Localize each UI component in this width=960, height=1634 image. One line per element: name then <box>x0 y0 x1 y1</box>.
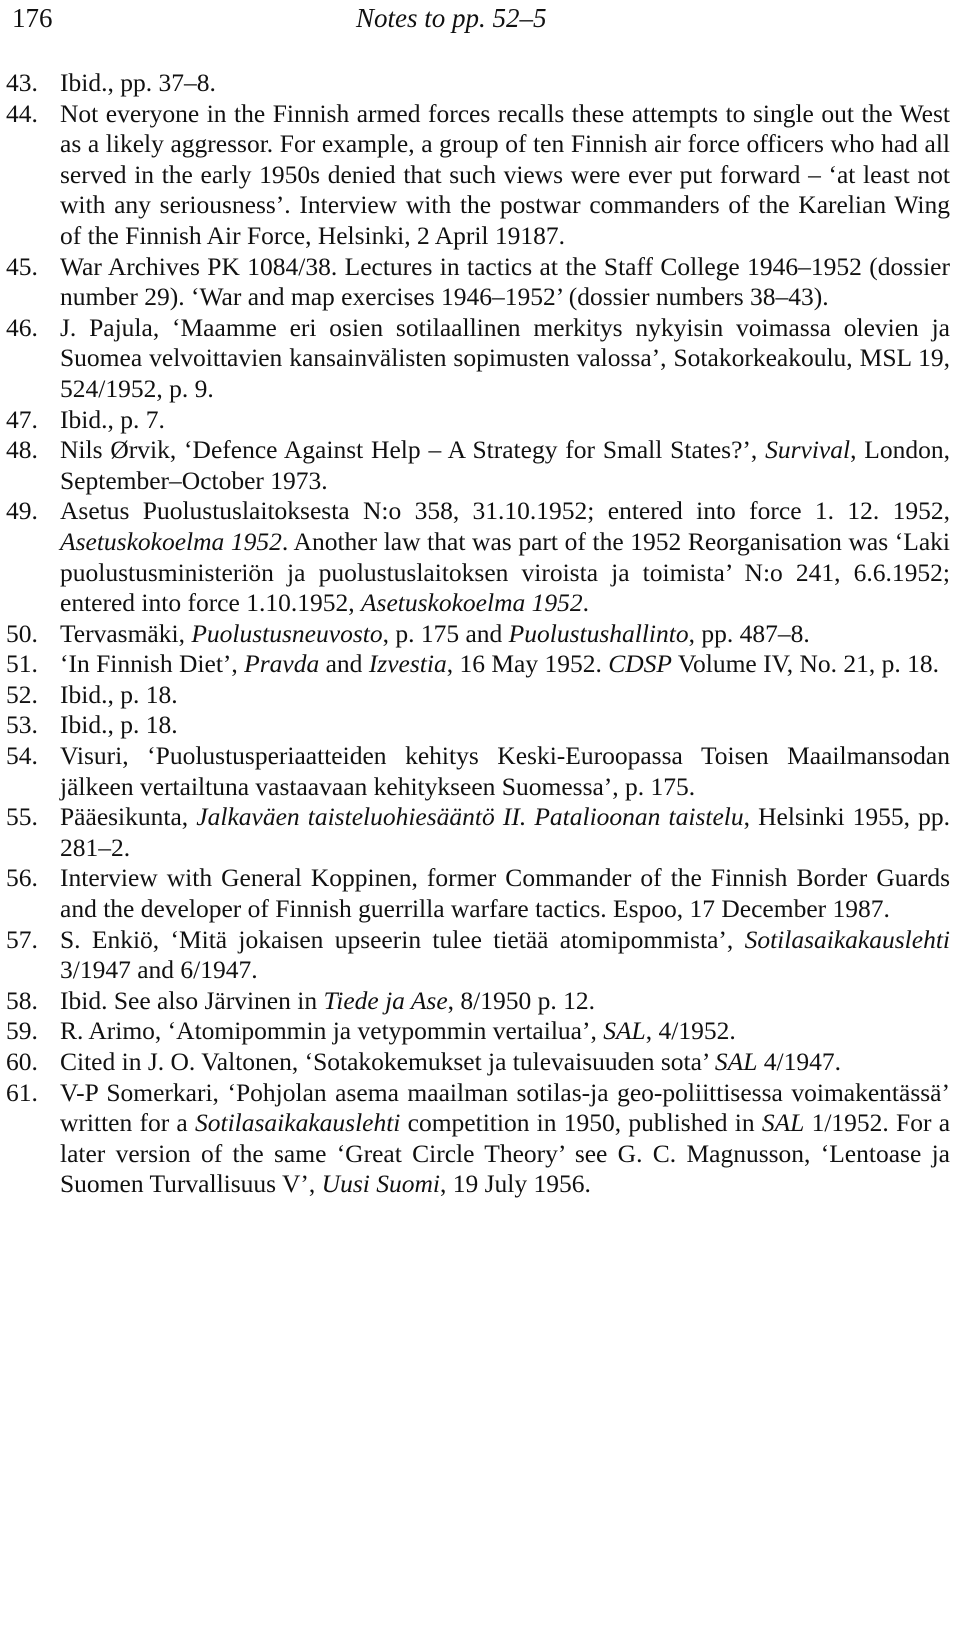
note-text <box>60 863 950 923</box>
note-text <box>60 619 810 648</box>
italic-title: Tiede ja Ase <box>323 985 448 1015</box>
italic-title: Puolustusneuvosto <box>191 618 383 648</box>
italic-title: SAL <box>603 1016 646 1046</box>
note-text <box>60 313 950 403</box>
note-text <box>60 68 216 97</box>
text-run: Ibid., pp. 37–8. <box>60 68 216 97</box>
text-run: , 8/1950 p. 12. <box>447 985 595 1015</box>
note-item <box>6 1016 950 1047</box>
note-number: 53. <box>6 710 38 740</box>
note-text <box>60 435 950 495</box>
note-item <box>6 405 950 436</box>
note-item <box>6 68 950 99</box>
note-text <box>60 680 178 709</box>
text-run: 3/1947 and 6/1947. <box>60 955 258 985</box>
italic-title: SAL <box>761 1108 805 1138</box>
text-run: ‘In Finnish Diet’, <box>60 649 245 679</box>
text-run: Ibid. See also Järvinen in <box>60 985 324 1015</box>
text-run: 4/1947. <box>757 1047 841 1076</box>
note-item <box>6 1078 950 1200</box>
italic-title: Survival <box>765 435 851 465</box>
note-number: 45. <box>6 251 38 281</box>
note-number: 56. <box>6 863 38 893</box>
note-number: 50. <box>6 618 38 648</box>
italic-title: Sotilasaikakauslehti <box>744 924 950 954</box>
note-item <box>6 863 950 924</box>
notes-list <box>6 68 950 1200</box>
note-item <box>6 925 950 986</box>
note-number: 59. <box>6 1016 38 1046</box>
italic-title: Sotilasaikakauslehti <box>195 1108 401 1138</box>
note-item <box>6 649 950 680</box>
note-item <box>6 680 950 711</box>
note-text <box>60 710 178 739</box>
italic-title: Asetuskokoelma 1952 <box>360 588 583 618</box>
text-run: , 16 May 1952. <box>446 649 609 679</box>
text-run: Volume IV, No. 21, p. 18. <box>671 649 940 679</box>
italic-title: Uusi Suomi <box>321 1169 440 1199</box>
note-text <box>60 925 950 985</box>
note-item <box>6 802 950 863</box>
italic-title: SAL <box>714 1047 758 1076</box>
text-run: Asetus Puolustuslaitoksesta N:o 358, 31.10.1952; entered into force 1. 12. 1952, <box>60 496 950 526</box>
text-run: , London, September–October 1973. <box>60 435 951 495</box>
text-run: competition in 1950, published in <box>400 1108 762 1138</box>
note-item <box>6 99 950 252</box>
note-item <box>6 496 950 618</box>
text-run: Ibid., p. 18. <box>60 710 178 740</box>
note-item <box>6 313 950 405</box>
note-item <box>6 252 950 313</box>
text-run: Interview with General Koppinen, former Commander of the Finnish Border Guards and the developer of Finnish guerrilla warfare tactics. Espoo, 17 December 1987. <box>60 863 950 924</box>
text-run: Pääesikunta, <box>60 802 197 832</box>
text-run: V-P Somerkari, ‘Pohjolan asema maailman sotilas-ja geo-poliittisessa voimakentässä’ written for a <box>60 1077 950 1138</box>
note-item <box>6 435 950 496</box>
italic-title: Puolustushallinto <box>508 618 689 648</box>
note-item <box>6 710 950 741</box>
note-number: 57. <box>6 924 38 954</box>
note-text <box>60 1016 736 1045</box>
note-number: 52. <box>6 679 38 709</box>
running-head: Notes to pp. 52–5 <box>356 3 547 33</box>
text-run: , pp. 487–8. <box>688 618 810 648</box>
text-run: and <box>319 649 369 679</box>
note-text <box>60 741 950 801</box>
text-run: War Archives PK 1084/38. Lectures in tactics at the Staff College 1946–1952 (dossier number 29). ‘War and map exercises 1946–1952’ (dossier numbers 38–43). <box>60 251 950 312</box>
note-text <box>60 1078 950 1199</box>
note-number: 43. <box>6 68 38 97</box>
text-run: , 19 July 1956. <box>439 1169 591 1199</box>
text-run: . Another law that was part of the 1952 Reorganisation was ‘Laki puolustusministeriön ja puolustuslaitoksen viroista ja toimista’ N:o 241, 6.6.1952; entered into force 1.10.1952, <box>60 526 950 618</box>
note-number: 55. <box>6 802 38 832</box>
page-number: 176 <box>12 3 53 33</box>
text-run: R. Arimo, ‘Atomipommin ja vetypommin vertailua’, <box>60 1016 604 1046</box>
page-header <box>6 0 940 40</box>
note-text <box>60 1047 841 1076</box>
note-text <box>60 99 950 250</box>
text-run: Ibid., p. 7. <box>60 404 165 434</box>
text-run: J. Pajula, ‘Maamme eri osien sotilaallinen merkitys nykyisin voimassa olevien ja Suomea velvoittavien kansainvälisten sopimusten valossa’, Sotakorkeakoulu, MSL 19, 524/1952, p. 9. <box>60 312 950 403</box>
note-number: 44. <box>6 98 38 128</box>
text-run: Visuri, ‘Puolustusperiaatteiden kehitys Keski-Euroopassa Toisen Maailmansodan jälkeen vertailtuna vastaavaan kehitykseen Suomessa’, p. 175. <box>60 741 950 801</box>
note-item <box>6 986 950 1017</box>
italic-title: Izvestia <box>368 649 447 679</box>
text-run: S. Enkiö, ‘Mitä jokaisen upseerin tulee tietää atomipommista’, <box>60 924 745 954</box>
text-run: , 4/1952. <box>645 1016 736 1046</box>
note-item <box>6 1047 950 1078</box>
text-run: 1/1952. For a later version of the same ‘Great Circle Theory’ see G. C. Magnusson, ‘Lentoase ja Suomen Turvallisuus V’, <box>60 1108 951 1199</box>
note-text <box>60 649 939 678</box>
note-number: 46. <box>6 312 38 342</box>
note-text <box>60 496 950 617</box>
text-run: . <box>582 588 589 618</box>
italic-title: Asetuskokoelma 1952 <box>60 526 282 556</box>
text-run: Cited in J. O. Valtonen, ‘Sotakokemukset ja tulevaisuuden sota’ <box>60 1047 715 1076</box>
note-item <box>6 741 950 802</box>
note-text <box>60 405 165 434</box>
italic-title: Jalkaväen taisteluohiesääntö II. Patalioonan taistelu <box>196 802 744 832</box>
note-number: 47. <box>6 404 38 434</box>
note-number: 51. <box>6 649 38 679</box>
note-number: 54. <box>6 741 38 771</box>
text-run: Not everyone in the Finnish armed forces recalls these attempts to single out the West as a likely aggressor. For example, a group of ten Finnish air force officers who had all served in the early 1950s denied that such views were ever put forward – ‘at least not with any seriousness’. Interview with the postwar commanders of the Karelian Wing of the Finnish Air Force, Helsinki, 2 April 19187. <box>60 98 950 250</box>
note-number: 61. <box>6 1077 38 1107</box>
note-text <box>60 252 950 312</box>
note-item <box>6 619 950 650</box>
note-text <box>60 802 950 862</box>
note-number: 60. <box>6 1047 38 1076</box>
text-run: Ibid., p. 18. <box>60 679 178 709</box>
note-number: 48. <box>6 435 38 465</box>
text-run: , Helsinki 1955, pp. 281–2. <box>60 802 950 862</box>
text-run: Tervasmäki, <box>60 618 192 648</box>
italic-title: CDSP <box>608 649 672 679</box>
text-run: Nils Ørvik, ‘Defence Against Help – A Strategy for Small States?’, <box>60 435 766 465</box>
italic-title: Pravda <box>244 649 320 679</box>
note-number: 58. <box>6 985 38 1015</box>
note-text <box>60 986 595 1015</box>
text-run: , p. 175 and <box>382 618 509 648</box>
note-number: 49. <box>6 496 38 526</box>
